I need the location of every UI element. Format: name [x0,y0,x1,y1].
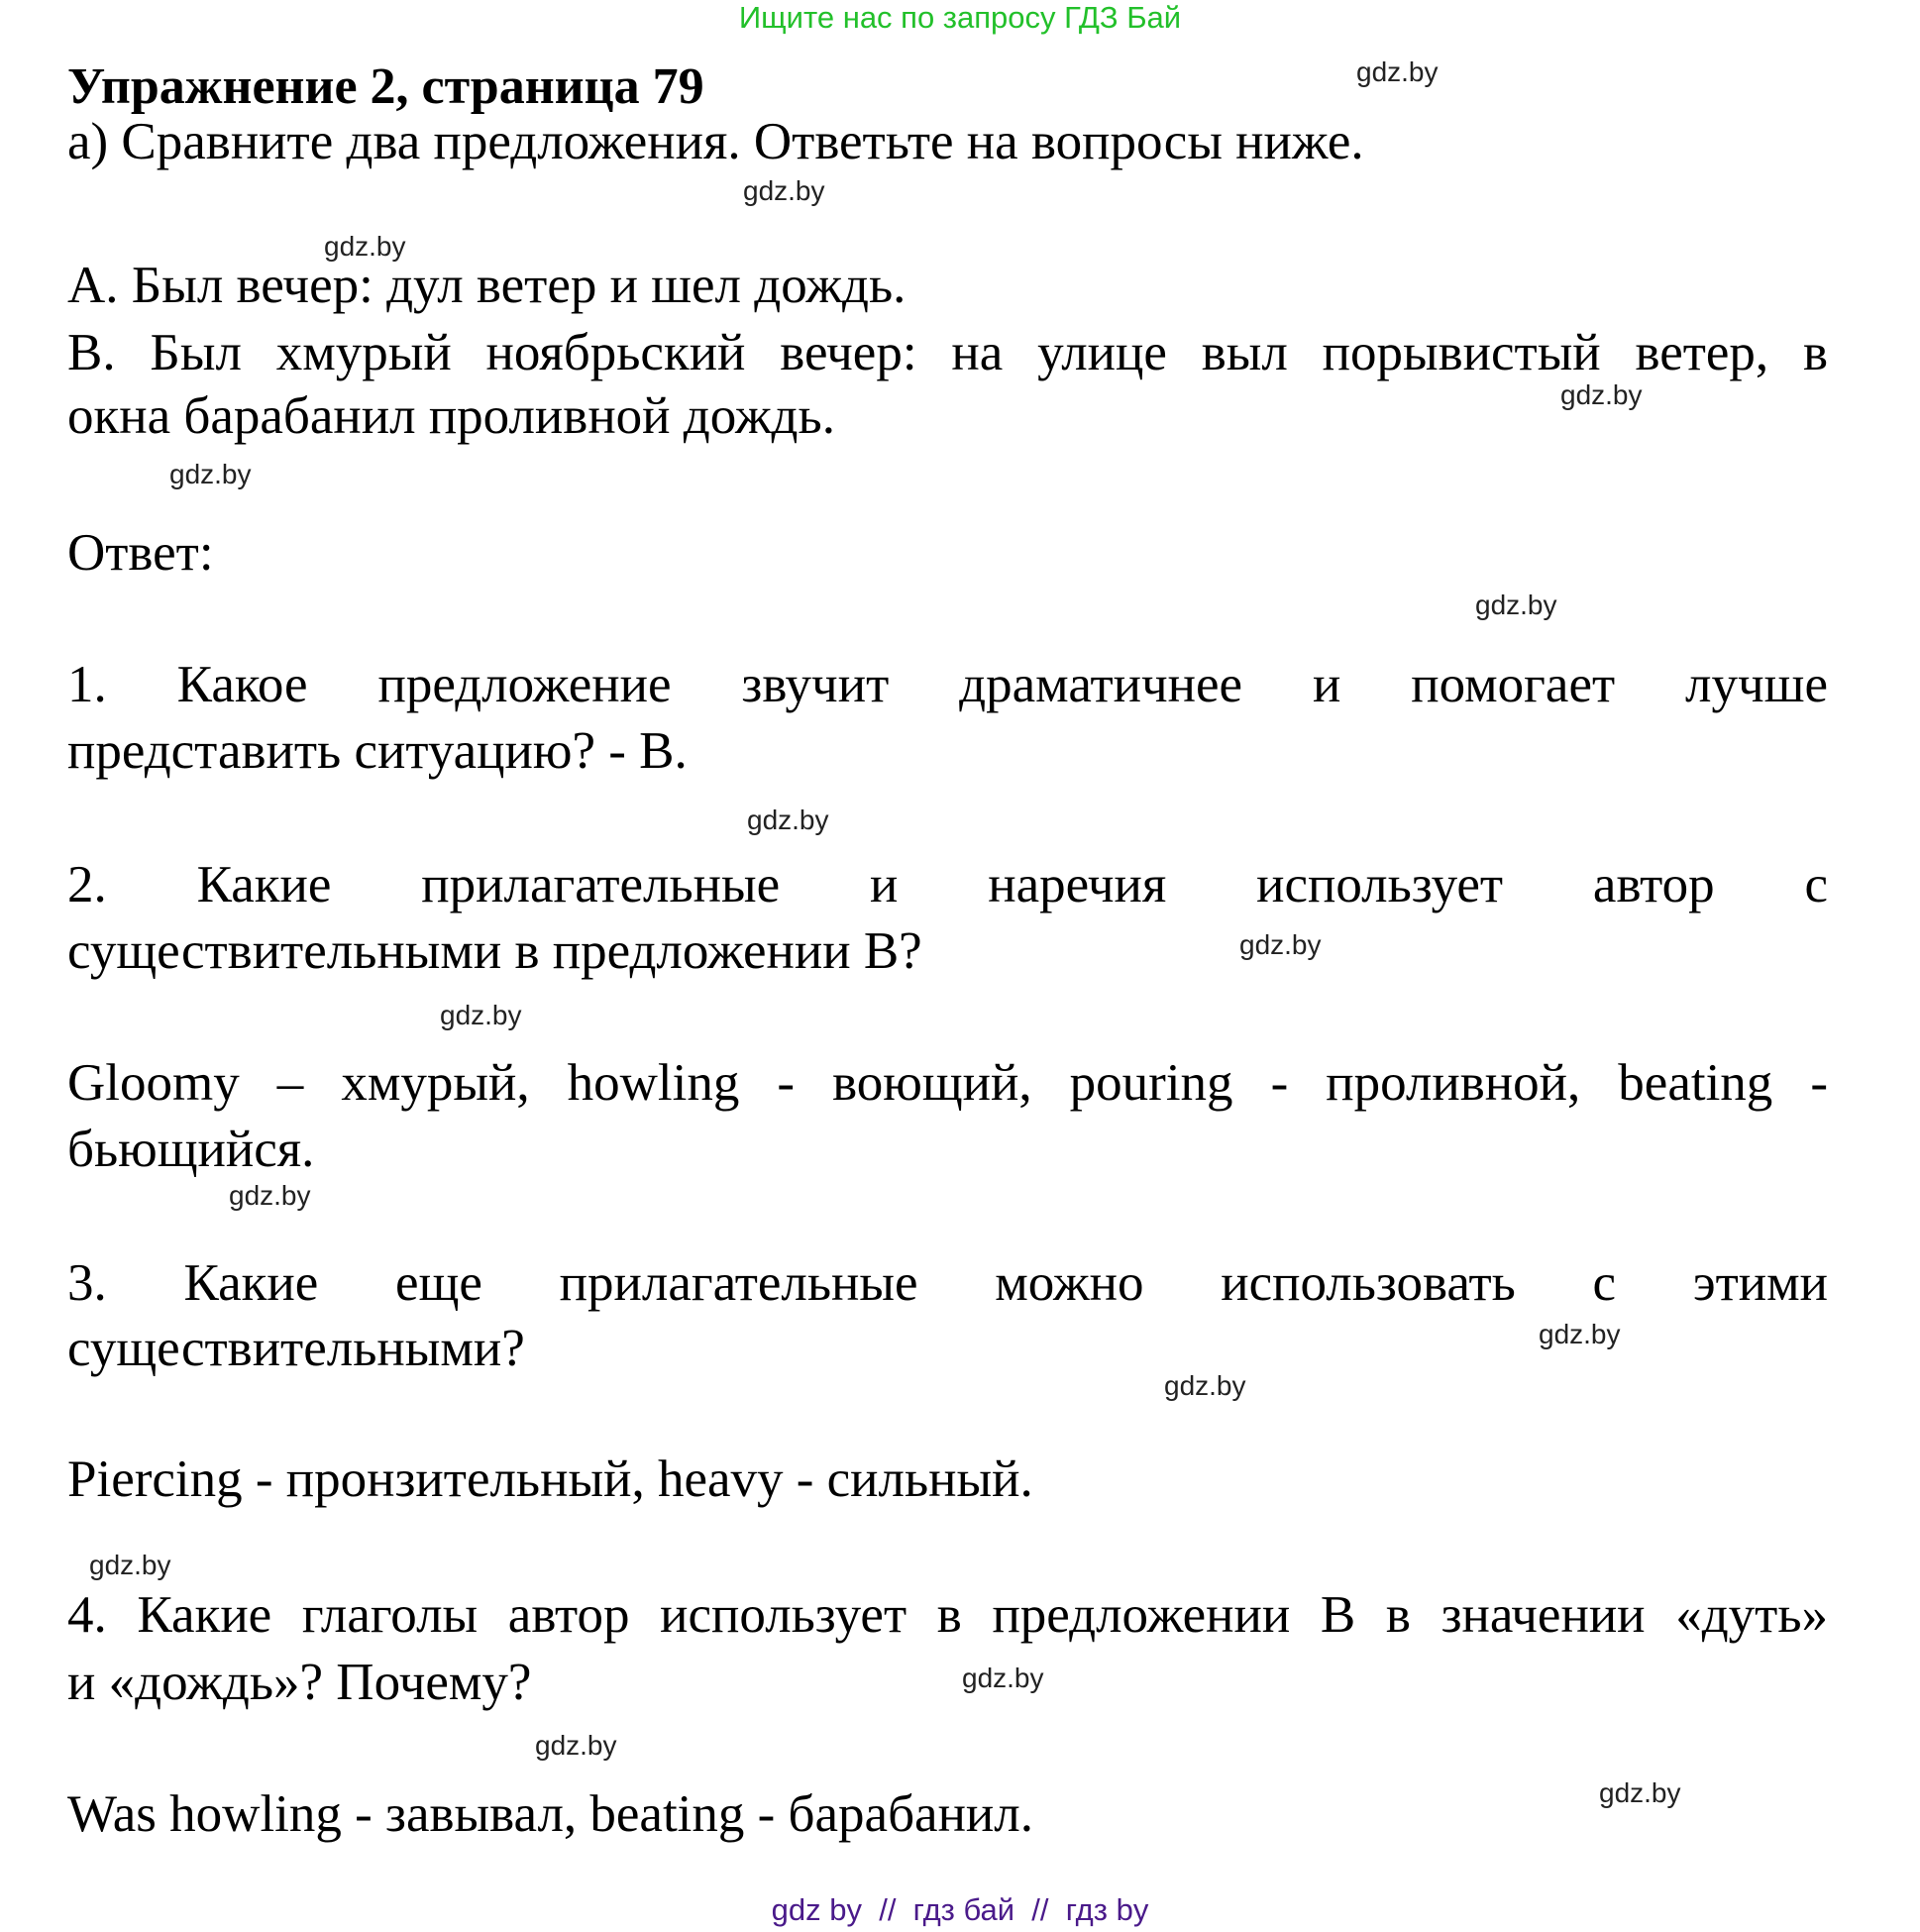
watermark: gdz.by [89,1550,171,1580]
sentence-b-line1: В. Был хмурый ноябрьский вечер: на улице выл порывистый ветер, в [67,324,1828,381]
watermark: gdz.by [1356,56,1439,87]
sentence-b-line2: окна барабанил проливной дождь. [67,387,835,445]
question-4-line1: 4. Какие глаголы автор использует в предложении В в значении «дуть» [67,1586,1828,1644]
watermark: gdz.by [1239,929,1322,960]
answer-2-line2: бьющийся. [67,1121,315,1178]
watermark: gdz.by [440,1000,522,1030]
watermark: gdz.by [535,1730,617,1761]
watermark: gdz.by [1475,590,1557,620]
watermark: gdz.by [1599,1777,1681,1808]
watermark: gdz.by [1560,379,1643,410]
task-instruction: а) Сравните два предложения. Ответьте на вопросы ниже. [67,113,1364,170]
answer-3-line1: Piercing - пронзительный, heavy - сильный. [67,1450,1033,1508]
question-2-line2: существительными в предложении В? [67,922,922,980]
watermark: gdz.by [229,1180,311,1211]
page-title: Упражнение 2, страница 79 [67,58,704,115]
watermark: gdz.by [962,1663,1044,1693]
question-4-line2: и «дождь»? Почему? [67,1654,532,1711]
watermark: gdz.by [743,175,825,206]
question-3-line2: существительными? [67,1320,525,1377]
search-banner: Ищите нас по запросу ГДЗ Бай [738,0,1182,35]
watermark: gdz.by [324,231,406,262]
answer-2-line1: Gloomy – хмурый, howling - воющий, pouring - проливной, beating - [67,1054,1828,1112]
sentence-a: А. Был вечер: дул ветер и шел дождь. [67,257,907,314]
question-1-line2: представить ситуацию? - В. [67,722,688,780]
footer-links: gdz by // гдз бай // гдз by [771,1892,1149,1927]
question-1-line1: 1. Какое предложение звучит драматичнее и помогает лучше [67,656,1828,713]
watermark: gdz.by [169,459,252,489]
watermark: gdz.by [1539,1319,1621,1349]
watermark: gdz.by [747,805,829,835]
watermark: gdz.by [1164,1370,1246,1401]
answer-label: Ответ: [67,524,214,582]
question-2-line1: 2. Какие прилагательные и наречия использует автор с [67,856,1828,913]
answer-4-line1: Was howling - завывал, beating - барабанил. [67,1785,1033,1843]
question-3-line1: 3. Какие еще прилагательные можно использовать с этими [67,1254,1828,1312]
